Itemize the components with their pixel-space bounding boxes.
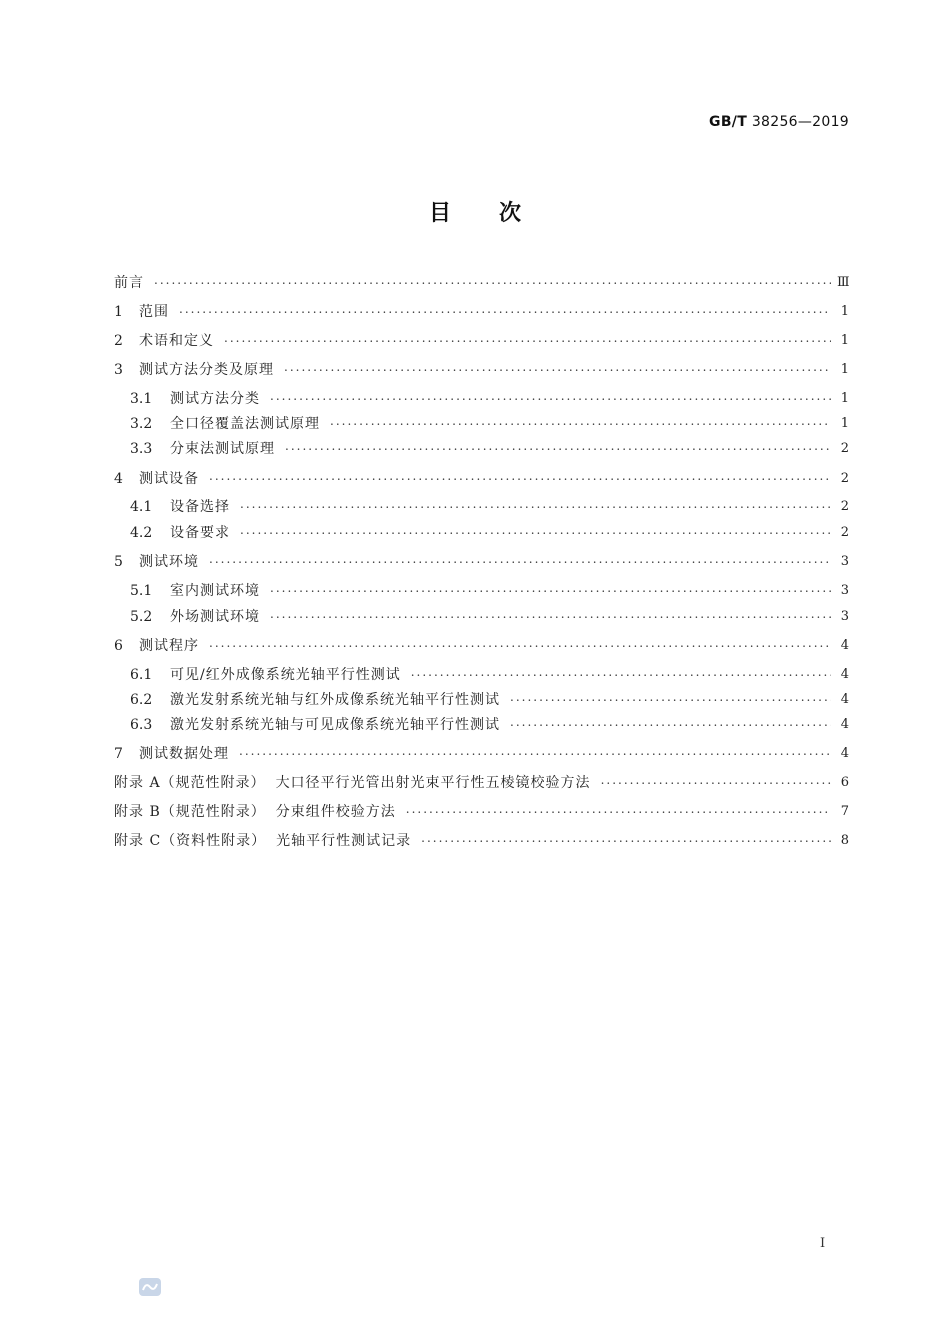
toc-entry-label: 测试环境: [139, 554, 199, 570]
toc-entry-page: 3: [840, 583, 849, 598]
toc-leader-dots: [270, 387, 831, 411]
toc-entry-label: 设备要求: [170, 525, 230, 541]
toc-entry-number: 5.1: [130, 583, 153, 599]
toc-entry-page: 2: [840, 499, 849, 514]
toc-entry[interactable]: [114, 605, 849, 629]
toc-entry-label: 大口径平行光管出射光束平行性五棱镜校验方法: [275, 775, 591, 791]
toc-entry-page: Ⅲ: [837, 275, 850, 290]
toc-entry-label: 分束组件校验方法: [275, 804, 396, 820]
page-number: I: [820, 1236, 826, 1251]
toc-leader-dots: [209, 467, 831, 491]
toc-entry[interactable]: [114, 829, 849, 853]
toc-entry-label: 测试设备: [139, 471, 199, 487]
toc-entry[interactable]: [114, 437, 849, 461]
toc-entry-label: 激光发射系统光轴与红外成像系统光轴平行性测试: [170, 692, 500, 708]
toc-leader-dots: [406, 800, 831, 824]
toc-entry-page: 7: [840, 804, 849, 819]
toc-entry-page: 4: [840, 746, 849, 761]
toc-entry[interactable]: [114, 579, 849, 603]
toc-entry[interactable]: [114, 358, 849, 382]
toc-entry[interactable]: [114, 329, 849, 353]
toc-entry[interactable]: [114, 771, 849, 795]
toc-entry-label: 设备选择: [170, 499, 230, 515]
toc-entry-number: 7: [114, 746, 123, 762]
toc-entry[interactable]: [114, 742, 849, 766]
toc-leader-dots: [510, 713, 831, 737]
toc-entry-page: 3: [840, 609, 849, 624]
toc-entry-number: 3: [114, 362, 123, 378]
toc-leader-dots: [411, 663, 831, 687]
toc-leader-dots: [330, 412, 831, 436]
toc-entry-label: 分束法测试原理: [170, 441, 275, 457]
toc-entry-page: 1: [840, 416, 849, 431]
toc-entry-page: 3: [840, 554, 849, 569]
toc-leader-dots: [154, 271, 831, 295]
toc-entry[interactable]: [114, 688, 849, 712]
toc-leader-dots: [270, 579, 831, 603]
toc-entry-page: 4: [840, 717, 849, 732]
toc-entry-label: 测试数据处理: [139, 746, 229, 762]
toc-entry-label: 全口径覆盖法测试原理: [170, 416, 320, 432]
toc-entry-page: 8: [840, 833, 849, 848]
sac-logo-icon: [138, 1276, 162, 1298]
toc-leader-dots: [270, 605, 831, 629]
toc-leader-dots: [209, 634, 831, 658]
standard-number: [709, 114, 849, 130]
toc-entry-number: 6.3: [130, 717, 153, 733]
toc-entry-number: 4.1: [130, 499, 153, 515]
standard-prefix: GB/T: [709, 114, 748, 130]
toc-entry-label: 室内测试环境: [170, 583, 260, 599]
toc-entry[interactable]: [114, 495, 849, 519]
toc-entry-number: 5.2: [130, 609, 153, 625]
toc-leader-dots: [284, 358, 831, 382]
toc-entry[interactable]: [114, 550, 849, 574]
toc-entry-number: 3.2: [130, 416, 153, 432]
toc-entry[interactable]: [114, 412, 849, 436]
toc-entry[interactable]: [114, 467, 849, 491]
toc-entry-label: 测试方法分类及原理: [139, 362, 274, 378]
toc-entry[interactable]: [114, 713, 849, 737]
toc-entry-label: 激光发射系统光轴与可见成像系统光轴平行性测试: [170, 717, 500, 733]
toc-entry-page: 4: [840, 692, 849, 707]
toc-entry-label: 光轴平行性测试记录: [276, 833, 412, 849]
toc-entry-page: 2: [840, 471, 849, 486]
toc-entry-label: 范围: [139, 304, 169, 320]
toc-entry-page: 1: [840, 362, 849, 377]
toc-leader-dots: [224, 329, 831, 353]
toc-entry[interactable]: [114, 387, 849, 411]
toc-entry[interactable]: [114, 521, 849, 545]
toc-leader-dots: [601, 771, 831, 795]
toc-entry-number: 1: [114, 304, 123, 320]
toc-entry-number: 3.3: [130, 441, 153, 457]
toc-leader-dots: [209, 550, 831, 574]
toc-entry-number: 2: [114, 333, 123, 349]
toc-entry-number: 6.2: [130, 692, 153, 708]
toc-leader-dots: [239, 742, 831, 766]
toc-entry-label: 外场测试环境: [170, 609, 260, 625]
toc-entry-label: 测试方法分类: [170, 391, 260, 407]
toc-appendix-prefix: 附录 B（规范性附录）: [114, 804, 266, 820]
toc-entry[interactable]: [114, 663, 849, 687]
toc-entry-page: 2: [840, 525, 849, 540]
toc-entry[interactable]: [114, 271, 849, 295]
toc-entry[interactable]: [114, 634, 849, 658]
toc-entry-number: 4: [114, 471, 123, 487]
toc-entry[interactable]: [114, 800, 849, 824]
toc-entry-number: 5: [114, 554, 123, 570]
toc-leader-dots: [179, 300, 831, 324]
toc-entry-page: 4: [840, 638, 849, 653]
toc-entry-page: 6: [840, 775, 849, 790]
page-title: [0, 196, 950, 227]
page-title-char-2: 次: [499, 201, 522, 226]
standard-code: 38256—2019: [751, 114, 849, 130]
toc-entry-page: 1: [840, 333, 849, 348]
toc-leader-dots: [240, 521, 831, 545]
toc-entry-page: 4: [840, 667, 849, 682]
toc-appendix-prefix: 附录 C（资料性附录）: [114, 833, 267, 849]
toc-entry-label: 可见/红外成像系统光轴平行性测试: [170, 667, 401, 683]
toc-entry-label: 术语和定义: [139, 333, 214, 349]
toc-entry-page: 1: [840, 304, 849, 319]
toc-entry-number: 3.1: [130, 391, 153, 407]
toc-leader-dots: [240, 495, 831, 519]
toc-entry-label: 前言: [114, 275, 144, 291]
toc-entry-label: 测试程序: [139, 638, 199, 654]
toc-entry-page: 1: [840, 391, 849, 406]
toc-leader-dots: [421, 829, 831, 853]
toc-entry[interactable]: [114, 300, 849, 324]
page-title-char-1: 目: [428, 201, 451, 226]
toc-entry-number: 4.2: [130, 525, 153, 541]
toc-entry-number: 6: [114, 638, 123, 654]
toc-leader-dots: [510, 688, 831, 712]
toc-entry-number: 6.1: [130, 667, 153, 683]
toc-appendix-prefix: 附录 A（规范性附录）: [114, 775, 266, 791]
toc-entry-page: 2: [840, 441, 849, 456]
toc-leader-dots: [285, 437, 831, 461]
